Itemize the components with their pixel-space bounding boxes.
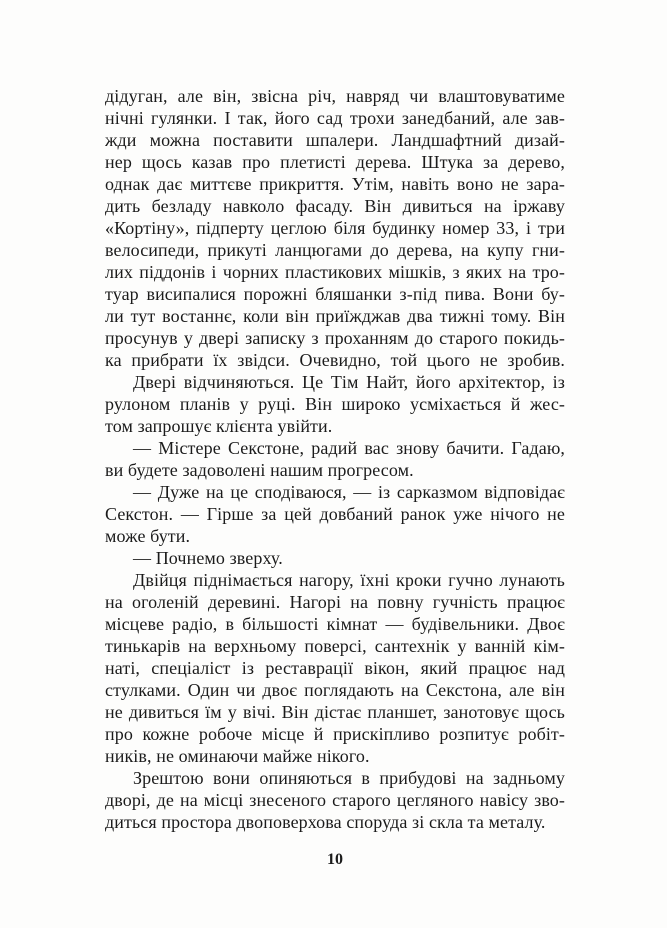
paragraph-6: [105, 569, 565, 767]
text-line: Зрештою вони опиняються в прибудові на задньому: [133, 768, 565, 788]
text-line: Секстон. — Гірше за цей довбаний ранок уже нічого не: [105, 504, 565, 524]
text-line: том запрошує клієнта увійти.: [105, 416, 333, 436]
text-line: лих піддонів і чорних пластикових мішків, з яких на тро-: [105, 262, 565, 282]
text-line: ли тут востаннє, коли він приїжджав два тижні тому. Він: [105, 306, 565, 326]
text-line: наті, спеціаліст із реставрації вікон, який працює над: [105, 658, 565, 678]
text-line: може бути.: [105, 526, 191, 546]
text-line: нер щось казав про плетисті дерева. Штука за дерево,: [105, 152, 565, 172]
text-line: велосипеди, прикуті ланцюгами до дерева, на купу гни-: [105, 240, 565, 260]
text-line: просунув у двері записку з проханням до старого покидь-: [105, 328, 565, 348]
text-line: ка прибрати їх звідси. Очевидно, той цього не зробив.: [105, 350, 565, 370]
text-line: Двері відчиняються. Це Тім Найт, його архітектор, із: [133, 372, 565, 392]
text-line: туар висипалися порожні бляшанки з-під пива. Вони бу-: [105, 284, 565, 304]
paragraph-5: [105, 547, 565, 569]
text-line: не дивиться їм у вічі. Він дістає планшет, занотовує щось: [105, 702, 565, 722]
text-line: диться простора двоповерхова споруда зі скла та металу.: [105, 812, 546, 832]
paragraph-3: [105, 437, 565, 481]
page-number: 10: [327, 851, 343, 868]
text-line: однак дає миттєве прикриття. Утім, навіть воно не зара-: [105, 174, 565, 194]
paragraph-2: [105, 371, 565, 437]
text-line: «Кортіну», підперту цеглою біля будинку номер 33, і три: [105, 218, 565, 238]
text-line: рулоном планів у руці. Він широко усміхається й жес-: [105, 394, 565, 414]
text-block: [105, 85, 565, 833]
paragraph-7: [105, 767, 565, 833]
text-line: — Почнемо зверху.: [133, 548, 283, 568]
text-line: ви будете задоволені нашим прогресом.: [105, 460, 414, 480]
text-line: Двійця піднімається нагору, їхні кроки гучно лунають: [133, 570, 565, 590]
text-line: тинькарів на верхньому поверсі, сантехнік у ванній кім-: [105, 636, 565, 656]
text-line: ників, не оминаючи майже нікого.: [105, 746, 370, 766]
text-line: дить безладу навколо фасаду. Він дивиться на іржаву: [105, 196, 565, 216]
text-line: — Дуже на це сподіваюся, — із сарказмом відповідає: [133, 482, 565, 502]
paragraph-1: [105, 85, 565, 371]
text-line: про кожне робоче місце й прискіпливо розпитує робіт-: [105, 724, 565, 744]
text-line: на оголеній деревині. Нагорі на повну гучність працює: [105, 592, 565, 612]
text-line: — Містере Секстоне, радий вас знову бачити. Гадаю,: [133, 438, 565, 458]
book-page: [105, 85, 565, 869]
paragraph-4: [105, 481, 565, 547]
text-line: дворі, де на місці знесеного старого цегляного навісу зво-: [105, 790, 565, 810]
text-line: дідуган, але він, звісна річ, навряд чи влаштовуватиме: [105, 86, 565, 106]
text-line: жди можна поставити шпалери. Ландшафтний дизай-: [105, 130, 565, 150]
text-line: місцеве радіо, в більшості кімнат — будівельники. Двоє: [105, 614, 565, 634]
text-line: нічні гулянки. І так, його сад трохи занедбаний, але зав-: [105, 108, 565, 128]
text-line: стулками. Один чи двоє поглядають на Секстона, але він: [105, 680, 565, 700]
